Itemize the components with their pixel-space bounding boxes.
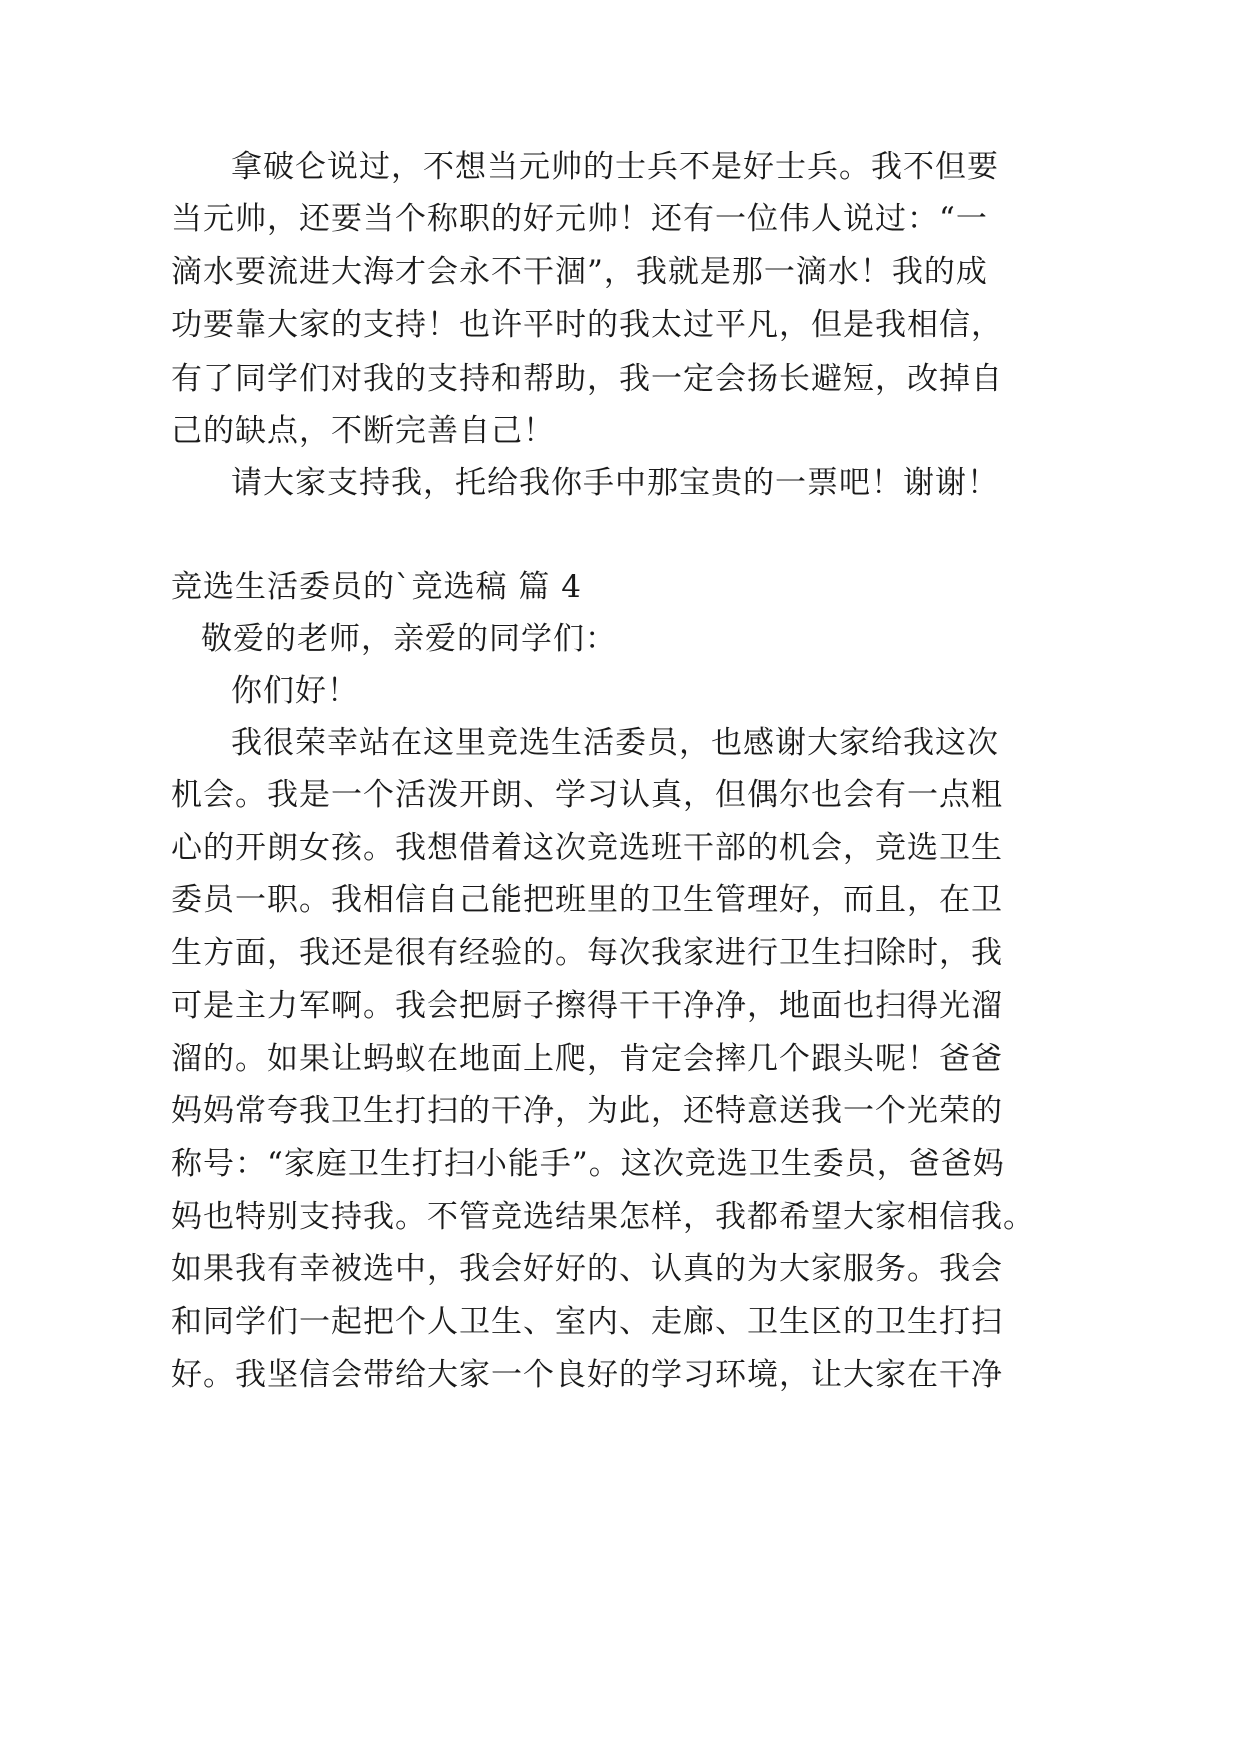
paragraph-line: 称号：“家庭卫生打扫小能手”。这次竞选卫生委员，爸爸妈 [171, 1146, 1005, 1182]
paragraph-line: 心的开朗女孩。我想借着这次竞选班干部的机会，竞选卫生 [171, 830, 1003, 866]
paragraph-line: 妈妈常夸我卫生打扫的干净，为此，还特意送我一个光荣的 [171, 1093, 1003, 1129]
paragraph-line: 己的缺点，不断完善自己！ [171, 413, 555, 449]
greeting: 你们好！ [231, 673, 359, 709]
paragraph-line: 请大家支持我，托给我你手中那宝贵的一票吧！谢谢！ [231, 465, 999, 501]
paragraph-line: 可是主力军啊。我会把厨子擦得干干净净，地面也扫得光溜 [171, 988, 1003, 1024]
paragraph-line: 有了同学们对我的支持和帮助，我一定会扬长避短，改掉自 [171, 361, 1003, 397]
paragraph-line: 我很荣幸站在这里竞选生活委员，也感谢大家给我这次 [231, 725, 999, 761]
paragraph-line: 当元帅，还要当个称职的好元帅！还有一位伟人说过：“一 [171, 201, 988, 237]
paragraph-line: 机会。我是一个活泼开朗、学习认真，但偶尔也会有一点粗 [171, 777, 1003, 813]
paragraph-line: 妈也特别支持我。不管竞选结果怎样，我都希望大家相信我。 [171, 1199, 1035, 1235]
paragraph-line: 功要靠大家的支持！也许平时的我太过平凡，但是我相信， [171, 307, 1003, 343]
paragraph-line: 和同学们一起把个人卫生、室内、走廊、卫生区的卫生打扫 [171, 1304, 1003, 1340]
paragraph-line: 委员一职。我相信自己能把班里的卫生管理好，而且，在卫 [171, 882, 1003, 918]
paragraph-line: 生方面，我还是很有经验的。每次我家进行卫生扫除时，我 [171, 935, 1003, 971]
paragraph-line: 拿破仑说过，不想当元帅的士兵不是好士兵。我不但要 [231, 149, 999, 185]
paragraph-line: 溜的。如果让蚂蚁在地面上爬，肯定会摔几个跟头呢！爸爸 [171, 1041, 1003, 1077]
paragraph-line: 滴水要流进大海才会永不干涸”，我就是那一滴水！我的成 [171, 254, 988, 290]
paragraph-line: 好。我坚信会带给大家一个良好的学习环境，让大家在干净 [171, 1357, 1003, 1393]
section-heading: 竞选生活委员的`竞选稿 篇 4 [171, 569, 582, 605]
paragraph-line: 如果我有幸被选中，我会好好的、认真的为大家服务。我会 [171, 1251, 1003, 1287]
salutation: 敬爱的老师，亲爱的同学们： [201, 621, 617, 657]
